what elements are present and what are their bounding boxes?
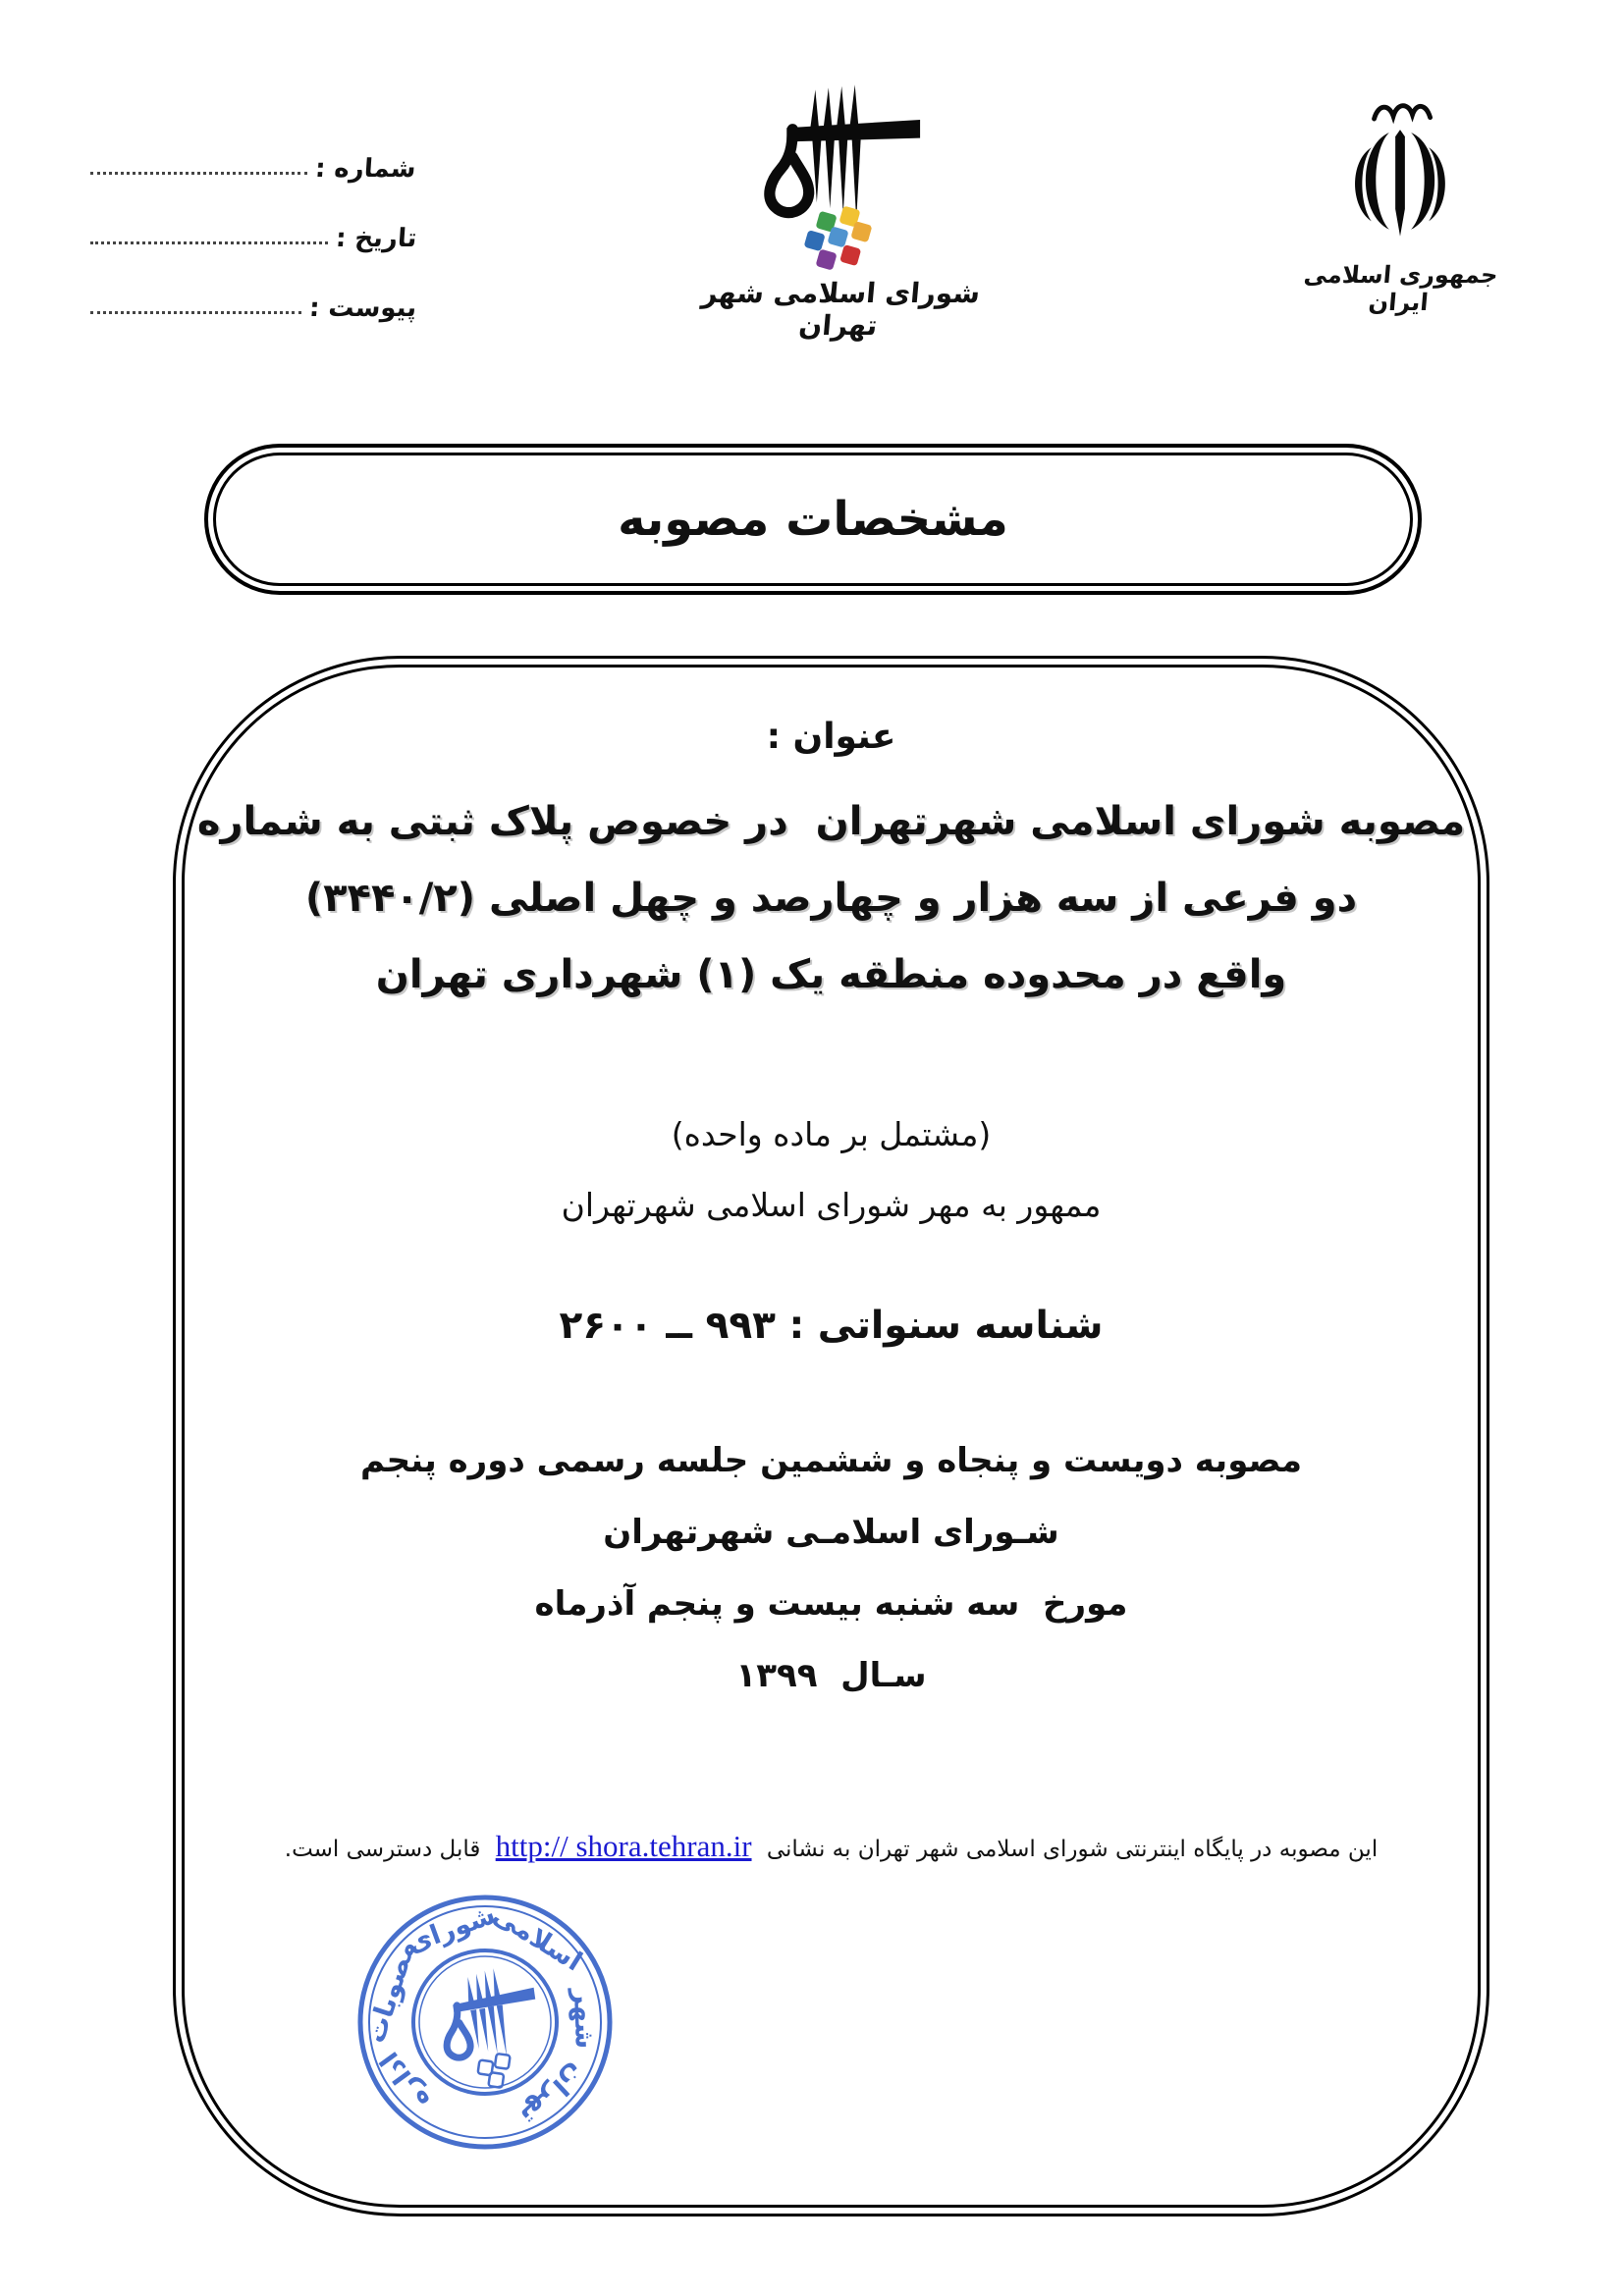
attachment-field-row xyxy=(90,253,416,323)
number-field-label: شماره : xyxy=(314,154,418,185)
date-field-row xyxy=(90,184,416,253)
attachment-dotted-line xyxy=(90,311,301,314)
stamp-word-2: مصوبات xyxy=(360,1936,422,2047)
availability-note xyxy=(185,1829,1478,1864)
sealed-note: ممهور به مهر شورای اسلامی شهرتهران xyxy=(561,1186,1102,1224)
number-field-row xyxy=(90,114,416,184)
session-block xyxy=(185,1425,1478,1712)
session-line-3: مورخ سه شنبه بیست و پنجم آذرماه xyxy=(534,1584,1128,1624)
stamp-word-6: تهران xyxy=(514,2056,591,2132)
number-dotted-line xyxy=(90,172,307,175)
resolution-specs-title: مشخصات مصوبه xyxy=(618,492,1008,547)
single-article-note: (مشتمل بر ماده واحده) xyxy=(671,1115,992,1153)
logo-color-tiles xyxy=(804,205,873,270)
title-label: عنوان : xyxy=(766,717,896,757)
resolution-specs-box xyxy=(204,444,1422,595)
iran-emblem-icon xyxy=(1328,94,1472,251)
availability-text-after: قابل دسترسی است. xyxy=(284,1837,481,1862)
resolution-main-inner-border xyxy=(182,665,1481,2208)
attachment-field-label: پیوست : xyxy=(307,294,418,324)
resolution-title-line-3: واقع در محدوده منطقه یک (۱) شهرداری تهران xyxy=(375,952,1287,997)
session-line-2: شـورای اسلامـی شهرتهران xyxy=(603,1513,1059,1552)
council-logo-icon xyxy=(727,77,952,273)
national-emblem-block xyxy=(1284,94,1515,316)
council-stamp xyxy=(346,1883,624,2162)
session-line-1: مصوبه دویست و پنجاه و ششمین جلسه رسمی دوره پنجم xyxy=(359,1441,1303,1480)
annual-id: شناسه سنواتی : ۹۹۳ ــ ۲۶۰۰ xyxy=(559,1304,1104,1348)
stamp-word-1: اداره xyxy=(374,2046,437,2115)
stamp-center-logo xyxy=(437,1963,547,2095)
council-logo-block xyxy=(687,77,992,342)
date-dotted-line xyxy=(90,241,328,244)
council-stamp-icon xyxy=(346,1883,624,2162)
national-emblem-caption: جمهوری اسلامی ایران xyxy=(1302,261,1499,316)
resolution-specs-inner-border xyxy=(213,453,1413,586)
resolution-main-box xyxy=(173,656,1489,2216)
letterhead-form-fields xyxy=(90,114,416,323)
shora-tehran-link[interactable]: http:// shora.tehran.ir xyxy=(495,1829,752,1863)
stamp-word-4: اسلامی xyxy=(487,1899,588,1978)
resolution-title-line-1: مصوبه شورای اسلامی شهرتهران در خصوص پلاک ثبتی به شماره xyxy=(196,799,1466,844)
council-logo-caption: شورای اسلامی شهر تهران xyxy=(700,277,982,342)
stamp-word-5: شهر xyxy=(567,1988,600,2050)
session-line-4: سـال ۱۳۹۹ xyxy=(735,1656,927,1695)
stamp-word-3: شورای xyxy=(403,1899,500,1960)
date-field-label: تاریخ : xyxy=(334,224,418,254)
resolution-title-line-2: دو فرعی از سه هزار و چهارصد و چهل اصلی (۳۴۴۰/۲) xyxy=(304,876,1358,921)
availability-text-before: این مصوبه در پایگاه اینترنتی شورای اسلامی شهر تهران به نشانی xyxy=(766,1837,1379,1862)
